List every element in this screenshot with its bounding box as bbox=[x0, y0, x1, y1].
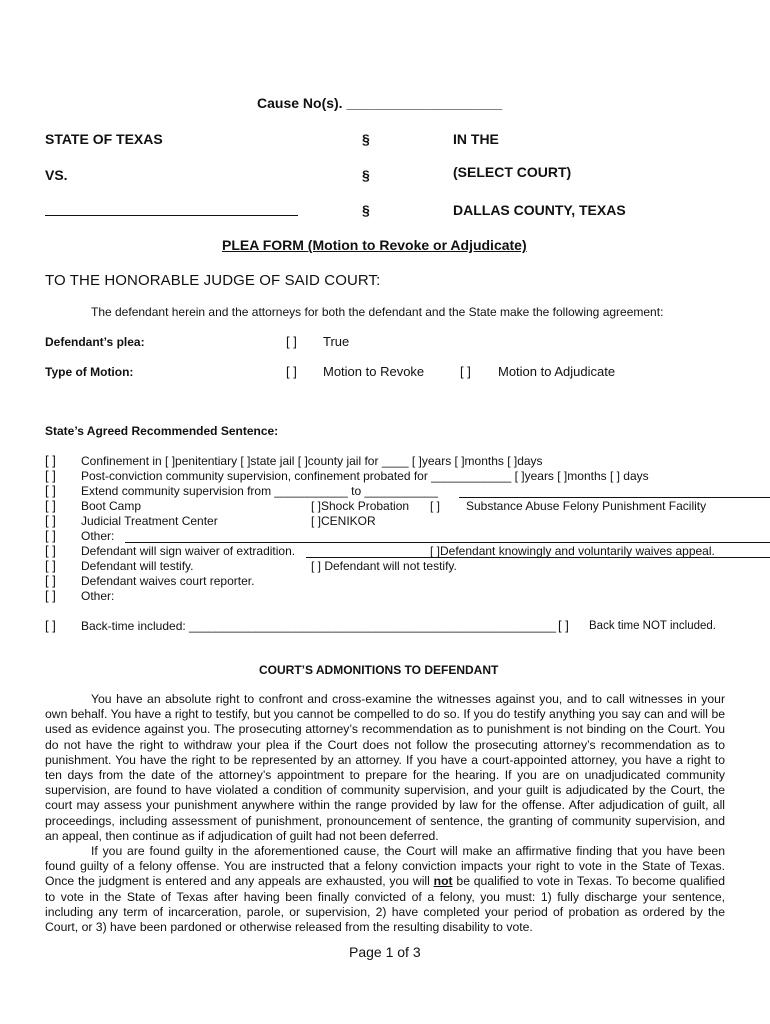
backtime-not-included: Back time NOT included. bbox=[589, 620, 716, 632]
sentence-checkbox[interactable]: [ ] bbox=[45, 468, 56, 483]
defendant-name-line[interactable] bbox=[45, 215, 298, 216]
page-number: Page 1 of 3 bbox=[349, 944, 421, 960]
select-court[interactable]: (SELECT COURT) bbox=[453, 164, 572, 180]
in-the-label: IN THE bbox=[453, 131, 499, 147]
extend-supervision-row: Extend community supervision from ___________ to ___________ bbox=[81, 484, 438, 498]
probation-row: Post-conviction community supervision, confinement probated for ____________ [ ]years [ ]months [ ] days bbox=[81, 469, 649, 483]
sentence-label: State’s Agreed Recommended Sentence: bbox=[45, 424, 279, 438]
other-row-2: Other: bbox=[81, 589, 115, 603]
plea-label: Defendant’s plea: bbox=[45, 335, 145, 349]
backtime-included: Back-time included: _______________________________________________________ bbox=[81, 619, 557, 633]
form-title: PLEA FORM (Motion to Revoke or Adjudicate) bbox=[222, 237, 527, 253]
admonition-paragraph-1: You have an absolute right to confront and cross-examine the witnesses against you, and to call witnesses in your own behalf. You have a right to testify, but you cannot be compelled to do so. If you do testify anything you say can and will be used as evidence against you. The prosecuting attorney’s recommendation as to punishment is not binding on the Court. You do not have the right to withdraw your plea if the Court does not follow the prosecuting attorney’s recommendation as to punishment. You have the right to be represented by an attorney. If you have a court-appointed attorney, you have a right to ten days from the date of the attorney’s appointment to prepare for the hearing. If you are on unadjudicated community supervision, are found to have violated a condition of community supervision, and your guilt is adjudicated by the Court, the court may assess your punishment anywhere within the range provided by law for the offense. After adjudication of guilt, all proceedings, including assessment of punishment, pronouncement of sentence, the granting of community supervision, and an appeal, then continue as if adjudication of guilt had not been deferred. bbox=[45, 692, 725, 843]
confinement-row: Confinement in [ ]penitentiary [ ]state jail [ ]county jail for ____ [ ]years [ ]months [ ]days bbox=[81, 454, 543, 468]
county-label: DALLAS COUNTY, TEXAS bbox=[453, 202, 626, 218]
sentence-checkbox[interactable]: [ ] bbox=[45, 498, 56, 513]
sentence-checkbox[interactable]: [ ] bbox=[45, 543, 56, 558]
shock-probation[interactable]: [ ]Shock Probation bbox=[311, 499, 410, 513]
backtime-not-checkbox[interactable]: [ ] bbox=[558, 618, 569, 633]
cenikor-option[interactable]: [ ]CENIKOR bbox=[311, 514, 376, 528]
other-fill-line[interactable] bbox=[125, 542, 770, 543]
motion-revoke-checkbox[interactable]: [ ] bbox=[286, 364, 297, 379]
admonition-not-emphasis: not bbox=[433, 874, 453, 889]
cause-number: Cause No(s). ____________________ bbox=[257, 95, 503, 111]
admonition-paragraph-2 bbox=[45, 844, 725, 935]
motion-adjudicate-checkbox[interactable]: [ ] bbox=[460, 364, 471, 379]
backtime-checkbox[interactable]: [ ] bbox=[45, 618, 56, 633]
substance-checkbox[interactable]: [ ] bbox=[430, 499, 441, 513]
sentence-checkbox[interactable]: [ ] bbox=[45, 558, 56, 573]
sentence-checkbox[interactable]: [ ] bbox=[45, 483, 56, 498]
section-sign: § bbox=[362, 202, 370, 218]
admonitions-body bbox=[45, 692, 725, 935]
sentence-checkbox[interactable]: [ ] bbox=[45, 513, 56, 528]
not-testify-option[interactable]: [ ] Defendant will not testify. bbox=[311, 559, 457, 573]
salutation: TO THE HONORABLE JUDGE OF SAID COURT: bbox=[45, 272, 381, 289]
other-row: Other: bbox=[81, 529, 115, 543]
admonitions-heading: COURT’S ADMONITIONS TO DEFENDANT bbox=[259, 663, 499, 677]
judicial-treatment-row: Judicial Treatment Center bbox=[81, 514, 218, 528]
motion-adjudicate-label: Motion to Adjudicate bbox=[498, 364, 616, 379]
extradition-row: Defendant will sign waiver of extradition. bbox=[81, 544, 296, 558]
sentence-checkbox[interactable]: [ ] bbox=[45, 453, 56, 468]
state-of-texas: STATE OF TEXAS bbox=[45, 131, 163, 147]
motion-revoke-label: Motion to Revoke bbox=[323, 364, 425, 379]
admonition-p2-start: If you are found guilty in the aforementioned cause, the Court will make an affirmative finding that you have been found guilty of a felony offense. You are instructed that a felony conviction impacts your right to vote in the State of Texas. Once the judgment is entered and any appeals are exhausted, you will bbox=[45, 844, 725, 889]
substance-abuse-label: Substance Abuse Felony Punishment Facility bbox=[466, 499, 707, 513]
plea-true-checkbox[interactable]: [ ] bbox=[286, 334, 297, 349]
waive-reporter-row: Defendant waives court reporter. bbox=[81, 574, 255, 588]
extend-fill-line[interactable] bbox=[459, 497, 770, 498]
motion-label: Type of Motion: bbox=[45, 365, 134, 379]
sentence-checkbox[interactable]: [ ] bbox=[45, 588, 56, 603]
sentence-checkbox[interactable]: [ ] bbox=[45, 528, 56, 543]
will-testify-row: Defendant will testify. bbox=[81, 559, 194, 573]
intro-text: The defendant herein and the attorneys for both the defendant and the State make the following agreement: bbox=[91, 305, 664, 319]
admonition-p2-end: be qualified to vote in Texas. To become qualified to vote in the State of Texas after having been finally convicted of a felony, you must: 1) fully discharge your sentence, including any term of incarceration, parole, or supervision, 2) have completed your period of probation as ordered by the Court, or 3) have been pardoned or otherwise released from the resulting disability to vote. bbox=[45, 874, 725, 935]
plea-true-label: True bbox=[323, 334, 350, 349]
section-sign: § bbox=[362, 131, 370, 147]
boot-camp-row: Boot Camp bbox=[81, 499, 142, 513]
vs-label: VS. bbox=[45, 167, 68, 183]
section-sign: § bbox=[362, 167, 370, 183]
sentence-checkbox[interactable]: [ ] bbox=[45, 573, 56, 588]
waive-appeal-option[interactable]: [ ]Defendant knowingly and voluntarily waives appeal. bbox=[430, 544, 715, 558]
